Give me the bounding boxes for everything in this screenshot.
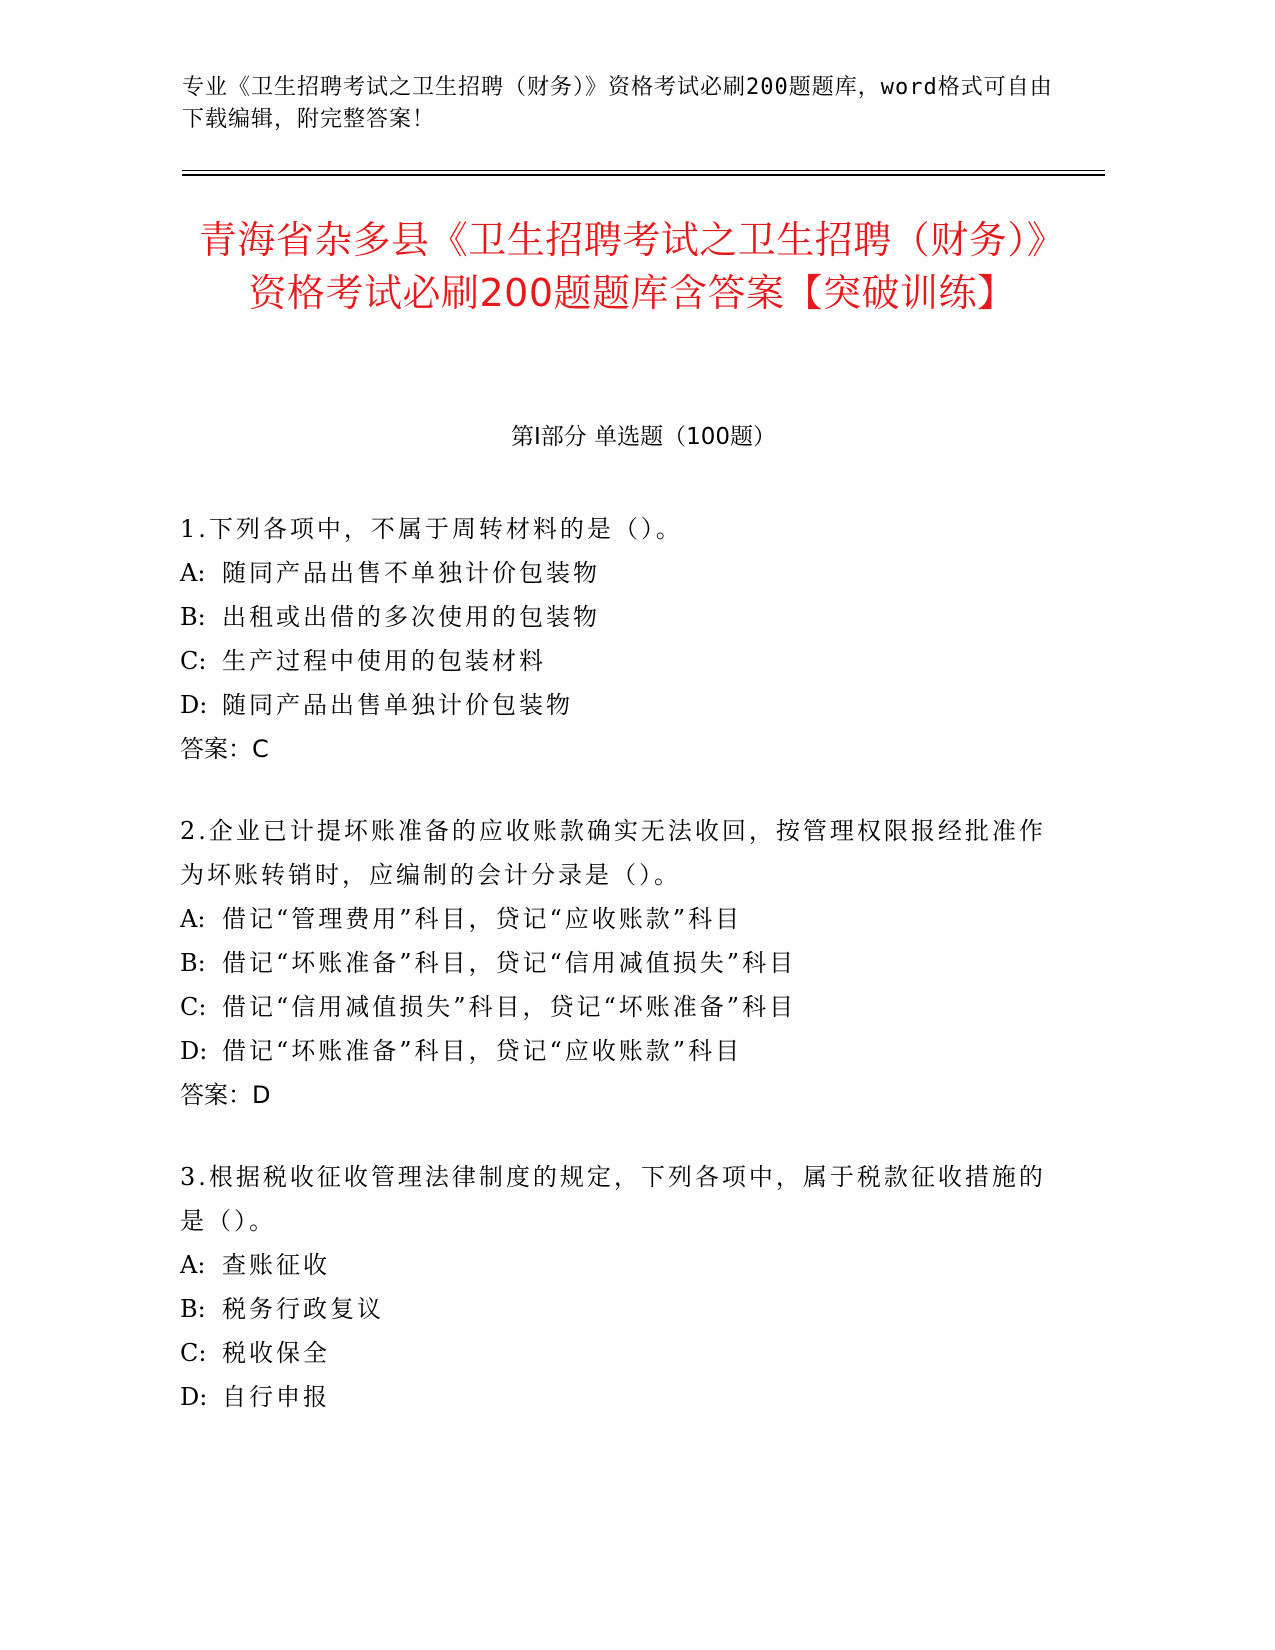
option-d [180,683,1060,727]
question-stem: 3.根据税收征收管理法律制度的规定，下列各项中，属于税款征收措施的是（）。 [180,1163,1046,1235]
option-text: 随同产品出售不单独计价包装物 [222,559,600,587]
option-key: D: [180,691,208,719]
option-text: 税务行政复议 [222,1295,384,1323]
option-text: 出租或出借的多次使用的包装物 [222,603,600,631]
option-a [180,897,1060,941]
option-text: 自行申报 [222,1383,330,1411]
question-1 [180,507,1060,771]
option-d [180,1375,1060,1419]
option-c [180,1331,1060,1375]
option-text: 借记“坏账准备”科目，贷记“信用减值损失”科目 [222,949,797,977]
option-key: B: [180,1295,206,1323]
option-text: 借记“管理费用”科目，贷记“应收账款”科目 [222,905,743,933]
option-key: A: [180,559,206,587]
option-b [180,1287,1060,1331]
option-key: D: [180,1383,208,1411]
option-key: C: [180,647,207,675]
option-key: C: [180,1339,207,1367]
option-text: 生产过程中使用的包装材料 [222,647,546,675]
header-divider-thick [182,174,1105,176]
option-key: A: [180,1251,206,1279]
option-c [180,639,1060,683]
option-text: 查账征收 [222,1251,330,1279]
document-title: 青海省杂多县《卫生招聘考试之卫生招聘（财务）》资格考试必刷200题题库含答案【突破训练】 [198,218,1066,315]
option-key: A: [180,905,206,933]
question-2 [180,809,1060,1117]
option-c [180,985,1060,1029]
option-a [180,551,1060,595]
option-key: D: [180,1037,208,1065]
answer-line: 答案：D [180,1081,271,1109]
section-heading: 第Ⅰ部分 单选题（100题） [511,424,776,450]
option-text: 借记“坏账准备”科目，贷记“应收账款”科目 [222,1037,743,1065]
question-3 [180,1155,1060,1419]
option-d [180,1029,1060,1073]
option-key: C: [180,993,207,1021]
option-text: 借记“信用减值损失”科目，贷记“坏账准备”科目 [222,993,797,1021]
document-header-note: 专业《卫生招聘考试之卫生招聘（财务）》资格考试必刷200题题库，word格式可自由下载编辑，附完整答案！ [182,75,1053,132]
option-b [180,595,1060,639]
question-stem: 1.下列各项中，不属于周转材料的是（）。 [180,515,683,543]
question-stem: 2.企业已计提坏账准备的应收账款确实无法收回，按管理权限报经批准作为坏账转销时，应编制的会计分录是（）。 [180,817,1046,889]
question-list [180,507,1060,1457]
option-key: B: [180,949,206,977]
option-a [180,1243,1060,1287]
header-divider-thin [182,170,1105,171]
option-key: B: [180,603,206,631]
option-text: 随同产品出售单独计价包装物 [222,691,573,719]
option-b [180,941,1060,985]
answer-line: 答案：C [180,735,269,763]
option-text: 税收保全 [222,1339,330,1367]
